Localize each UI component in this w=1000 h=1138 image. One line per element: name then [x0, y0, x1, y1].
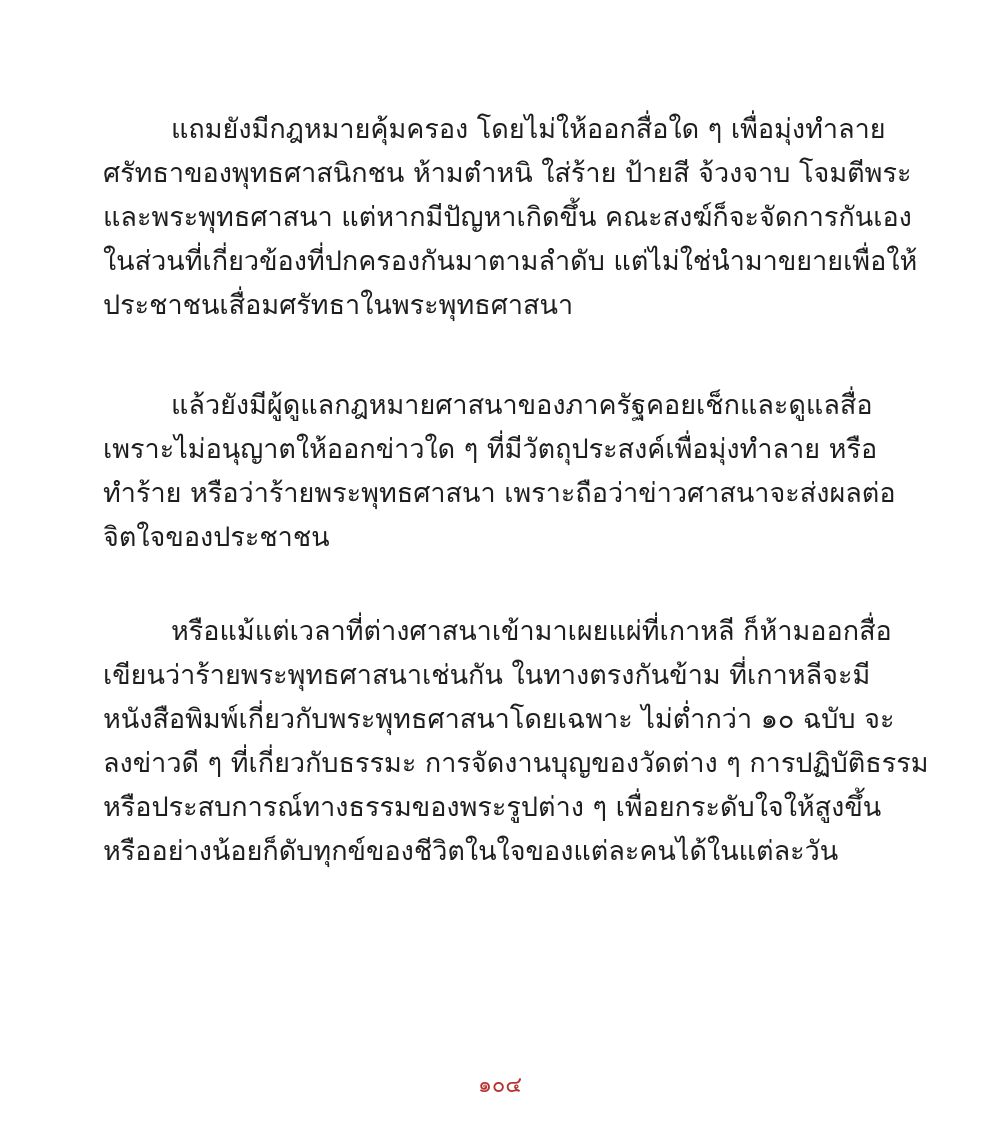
paragraph-2 [103, 384, 896, 560]
paragraph-3-line-2: เขียนว่าร้ายพระพุทธศาสนาเช่นกัน ในทางตรงกันข้าม ที่เกาหลีจะมี [103, 660, 871, 691]
page-number: ๑๐๔ [477, 1073, 523, 1098]
paragraph-1-line-4: ในส่วนที่เกี่ยวข้องที่ปกครองกันมาตามลำดับ แต่ไม่ใช่นำมาขยายเพื่อให้ [103, 246, 918, 277]
paragraph-3-line-4: ลงข่าวดี ๆ ที่เกี่ยวกับธรรมะ การจัดงานบุญของวัดต่าง ๆ การปฏิบัติธรรม [103, 748, 929, 779]
paragraph-3-line-6: หรืออย่างน้อยก็ดับทุกข์ของชีวิตในใจของแต่ละคนได้ในแต่ละวัน [103, 836, 839, 867]
paragraph-1 [103, 108, 918, 328]
paragraph-2-line-2: เพราะไม่อนุญาตให้ออกข่าวใด ๆ ที่มีวัตถุประสงค์เพื่อมุ่งทำลาย หรือ [103, 434, 878, 465]
paragraph-1-line-1: แถมยังมีกฎหมายคุ้มครอง โดยไม่ให้ออกสื่อใด ๆ เพื่อมุ่งทำลาย [171, 114, 886, 145]
paragraph-3-line-1: หรือแม้แต่เวลาที่ต่างศาสนาเข้ามาเผยแผ่ที่เกาหลี ก็ห้ามออกสื่อ [171, 616, 892, 647]
paragraph-2-line-4: จิตใจของประชาชน [103, 522, 330, 553]
paragraph-2-line-1: แล้วยังมีผู้ดูแลกฎหมายศาสนาของภาครัฐคอยเช็กและดูแลสื่อ [171, 390, 873, 421]
paragraph-1-line-2: ศรัทธาของพุทธศาสนิกชน ห้ามตำหนิ ใส่ร้าย ป้ายสี จ้วงจาบ โจมตีพระ [103, 158, 912, 189]
paragraph-1-line-3: และพระพุทธศาสนา แต่หากมีปัญหาเกิดขึ้น คณะสงฆ์ก็จะจัดการกันเอง [103, 202, 912, 233]
paragraph-3 [103, 610, 929, 874]
paragraph-3-line-3: หนังสือพิมพ์เกี่ยวกับพระพุทธศาสนาโดยเฉพาะ ไม่ต่ำกว่า ๑๐ ฉบับ จะ [103, 704, 895, 735]
paragraph-3-line-5: หรือประสบการณ์ทางธรรมของพระรูปต่าง ๆ เพื่อยกระดับใจให้สูงขึ้น [103, 792, 882, 823]
paragraph-2-line-3: ทำร้าย หรือว่าร้ายพระพุทธศาสนา เพราะถือว่าข่าวศาสนาจะส่งผลต่อ [103, 478, 896, 509]
paragraph-1-line-5: ประชาชนเสื่อมศรัทธาในพระพุทธศาสนา [103, 290, 574, 321]
